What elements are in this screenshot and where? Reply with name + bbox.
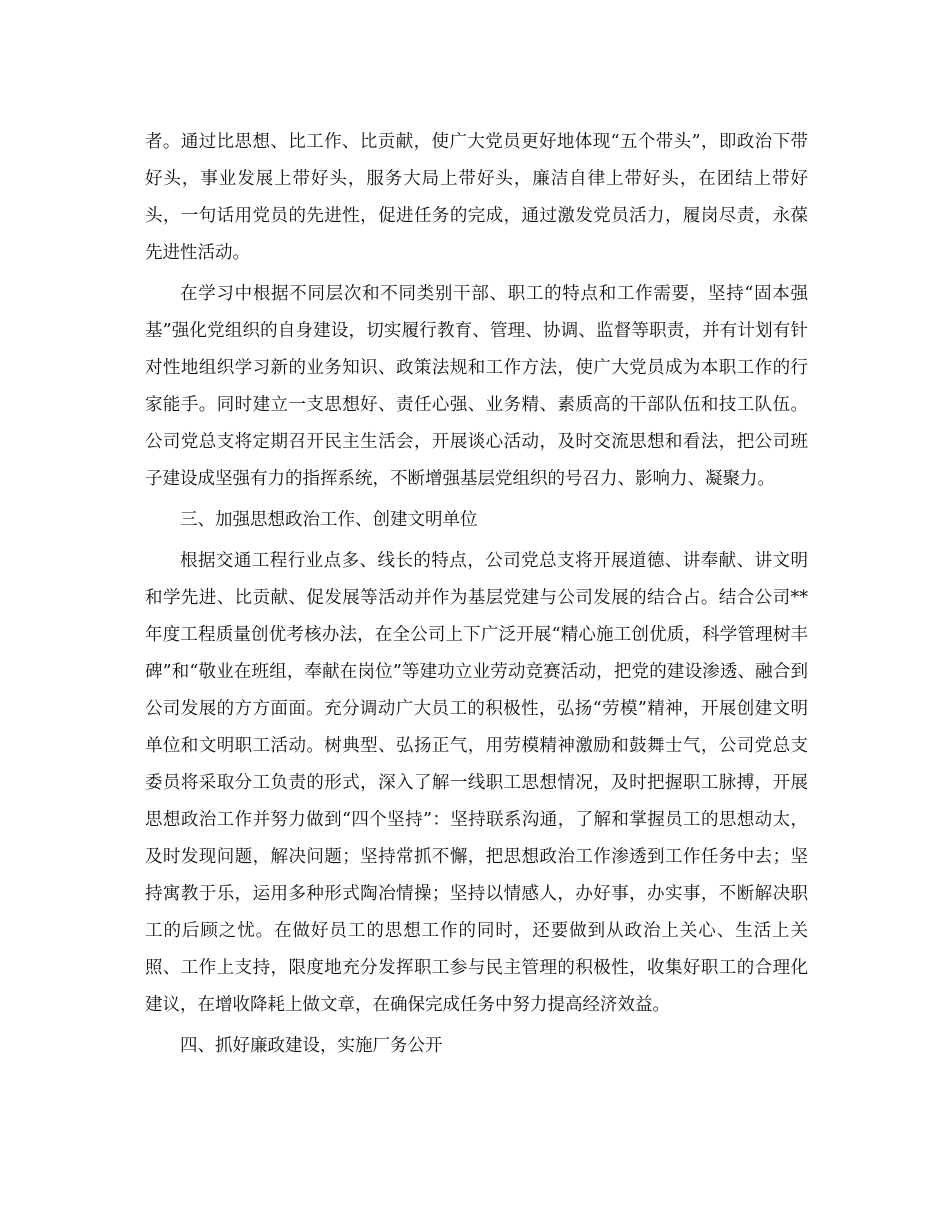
paragraph-civilization: 根据交通工程行业点多、线长的特点，公司党总支将开展道德、讲奉献、讲文明和学先进、比贡献、促发展等活动并作为基层党建与公司发展的结合占。结合公司**年度工程质量创优考核办法，在全公司上下广泛开展“精心施工创优质，科学管理树丰碑”和“敬业在班组，奉献在岗位”等建功立业劳动竞赛活动，把党的建设渗透、融合到公司发展的方方面面。充分调动广大员工的积极性，弘扬“劳模”精神，开展创建文明单位和文明职工活动。树典型、弘扬正气，用劳模精神激励和鼓舞士气，公司党总支委员将采取分工负责的形式，深入了解一线职工思想情况，及时把握职工脉搏，开展思想政治工作并努力做到“四个坚持”：坚持联系沟通，了解和掌握员工的思想动太，及时发现问题，解决问题；坚持常抓不懈，把思想政治工作渗透到工作任务中去；坚持寓教于乐，运用多种形式陶冶情操；坚持以情感人，办好事，办实事，不断解决职工的后顾之忧。在做好员工的思想工作的同时，还要做到从政治上关心、生活上关照、工作上支持，限度地充分发挥职工参与民主管理的积极性，收集好职工的合理化建议，在增收降耗上做文章，在确保完成任务中努力提高经济效益。 [145,551,808,1015]
section-heading-three: 三、加强思想政治工作、创建文明单位 [180,510,478,530]
section-heading-four: 四、抓好廉政建设，实施厂务公开 [180,1036,443,1056]
document-body [145,124,808,1069]
paragraph-continuation: 者。通过比思想、比工作、比贡献，使广大党员更好地体现“五个带头”，即政治下带好头，事业发展上带好头，服务大局上带好头，廉洁自律上带好头，在团结上带好头，一句话用党员的先进性，促进任务的完成，通过激发党员活力，履岗尽责，永葆先进性活动。 [145,132,808,263]
paragraph-study: 在学习中根据不同层次和不同类别干部、职工的特点和工作需要，坚持“固本强基”强化党组织的自身建设，切实履行教育、管理、协调、监督等职责，并有计划有针对性地组织学习新的业务知识、政策法规和工作方法，使广大党员成为本职工作的行家能手。同时建立一支思想好、责任心强、业务精、素质高的干部队伍和技工队伍。公司党总支将定期召开民主生活会，开展谈心活动，及时交流思想和看法，把公司班子建设成坚强有力的指挥系统，不断增强基层党组织的号召力、影响力、凝聚力。 [145,284,808,489]
